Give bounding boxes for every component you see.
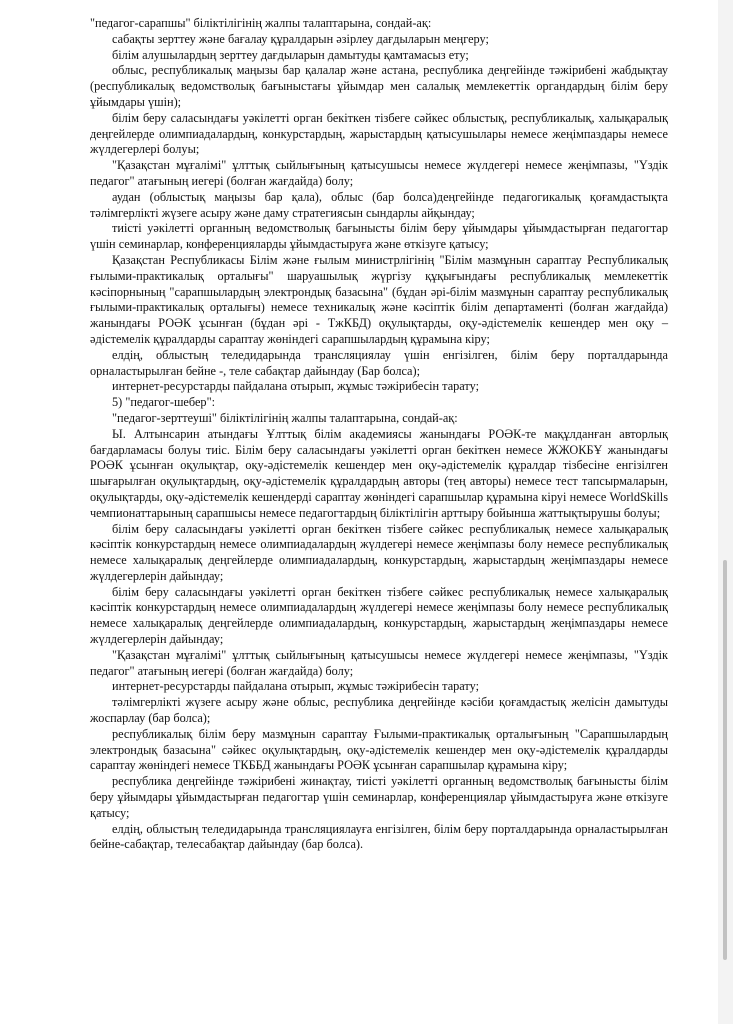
- paragraph: тәлімгерлікті жүзеге асыру және облыс, республика деңгейінде кәсіби қоғамдастық желісін дамытуды жоспарлау (бар болса);: [90, 695, 668, 726]
- paragraph: елдің, облыстың теледидарында трансляциялауға енгізілген, білім беру порталдарында орналастырылған бейне-сабақтар, телесабақтар дайындау (бар болса).: [90, 821, 668, 852]
- paragraph: "педагог-сарапшы" біліктілігінің жалпы талаптарына, сондай-ақ:: [90, 16, 432, 30]
- vertical-scrollbar[interactable]: [718, 0, 733, 1024]
- paragraph: "Қазақстан мұғалімі" ұлттық сыйлығының қатысушысы немесе жүлдегері немесе жеңімпазы, "Үздік педагог" атағының иегері (болған жағдайда) болу;: [90, 647, 668, 678]
- paragraph: білім беру саласындағы уәкілетті орган бекіткен тізбеге сәйкес республикалық немесе халықаралық кәсіптік конкурстардың немесе олимпиадалардың жүлдегері немесе жеңімпазы болу немесе республикалық немесе халықаралық деңгейлерде олимпиадалардың, конкурстардың, жарыстардың жеңімпаздары немесе жүлдегерлерін дайындау;: [90, 521, 668, 583]
- paragraph: "педагог-зерттеуші" біліктілігінің жалпы талаптарына, сондай-ақ:: [112, 410, 458, 425]
- paragraph: 5) "педагог-шебер":: [112, 395, 216, 410]
- paragraph: Қазақстан Республикасы Білім және ғылым министрлігінің "Білім мазмұнын сараптау Республикалық ғылыми-практикалық орталығы" шаруашылық жүргізу құқығындағы республикалық мемлекеттік кәсіпорнының "сарапшылардың электрондық базасына" (бұдан әрі-білім мазмұнын сараптау республикалық ғылыми-практикалық орталығы) немесе техникалық және кәсіптік білім департаменті (болған жағдайда) жанындағы РОӘК ұсынған (бұдан әрі - ТжКБД) оқулықтарды, оқу-әдістемелік кешендер мен оқу – әдістемелік құралдарды сараптау жөніндегі сарапшылардың құрамына кіру;: [90, 252, 668, 346]
- paragraph: "Қазақстан мұғалімі" ұлттық сыйлығының қатысушысы немесе жүлдегері немесе жеңімпазы, "Үздік педагог" атағының иегері (болған жағдайда) болу;: [90, 158, 668, 188]
- scrollbar-thumb[interactable]: [723, 560, 727, 960]
- paragraph: білім беру саласындағы уәкілетті орган бекіткен тізбеге сәйкес облыстық, республикалық, халықаралық деңгейлерде олимпиадалардың, конкурстардың, жарыстардың қатысушылары немесе жеңімпаздары немесе жүлдегерлері болуы;: [90, 110, 668, 157]
- paragraph: республикалық білім беру мазмұнын сараптау Ғылыми-практикалық орталығының "Сарапшылардың электрондық базасына" сәйкес оқулықтардың, оқу-әдістемелік кешендер мен оқу-әдістемелік құралдарды сараптау жөніндегі немесе ТКББД жанындағы РОӘК ұсынған сарапшылар құрамына кіру;: [90, 726, 668, 773]
- paragraph: білім беру саласындағы уәкілетті орган бекіткен тізбеге сәйкес республикалық немесе халықаралық кәсіптік конкурстардың немесе олимпиадалардың жүлдегері немесе жеңімпазы болу немесе республикалық немесе халықаралық деңгейлерде олимпиадалардың, конкурстардың, жарыстардың жеңімпаздары немесе жүлдегерлерін дайындау;: [90, 584, 668, 647]
- paragraph: республика деңгейінде тәжірибені жинақтау, тиісті уәкілетті органның ведомстволық бағынысты білім беру ұйымдары ұйымдастырған педагогтар үшін семинарлар, конференциялар ұйымдастыруға және өткізуге қатысу;: [90, 774, 668, 820]
- document-text: [90, 16, 668, 853]
- paragraph: білім алушылардың зерттеу дағдыларын дамытуды қамтамасыз ету;: [112, 47, 469, 62]
- paragraph: интернет-ресурстарды пайдалана отырып, жұмыс тәжірибесін тарату;: [112, 679, 480, 694]
- paragraph: облыс, республикалық маңызы бар қалалар және астана, республика деңгейінде тәжірибені жабдықтау (республикалық ведомстволық бағыныстағы ұйымдар мен салалық мемлекеттік органдардың білім беру ұйымдары үшін);: [90, 63, 668, 109]
- paragraph: сабақты зерттеу және бағалау құралдарын әзірлеу дағдыларын меңгеру;: [112, 31, 489, 46]
- paragraph: аудан (облыстық маңызы бар қала), облыс (бар болса)деңгейінде педагогикалық қоғамдастықта тәлімгерлікті жүзеге асыру және даму стратегиясын сындарлы айқындау;: [90, 189, 668, 220]
- paragraph: тиісті уәкілетті органның ведомстволық бағынысты білім беру ұйымдары ұйымдастырған педагогтар үшін семинарлар, конференцияларды ұйымдастыруға және өткізуге қатысу;: [90, 221, 668, 252]
- paragraph: интернет-ресурстарды пайдалана отырып, жұмыс тәжірибесін тарату;: [112, 379, 480, 394]
- paragraph: Ы. Алтынсарин атындағы Ұлттық білім академиясы жанындағы РОӘК-те мақұлданған авторлық бағдарламасы болуы тиіс. Білім беру саласындағы уәкілетті орган бекіткен немесе ЖЖОКБҰ жанындағы РОӘК ұсынған оқулықтар, оқу-әдістемелік кешендер мен оқу-әдістемелік құралдар тізбесіне енгізілген шығарылған оқулықтардың, оқу-әдістемелік құралдардың авторы (тең авторы) немесе тест тапсырмаларын, оқулықтарды, оқу-әдістемелік кешендерді сараптау жөніндегі сарапшылар құрамына кіруі немесе WorldSkills чемпионаттарының сарапшысы немесе педагогтардың біліктілігін арттыру бойынша жаттықтырушы болуы;: [90, 426, 668, 520]
- paragraph: елдің, облыстың теледидарында трансляциялау үшін енгізілген, білім беру порталдарында орналастырылған бейне -, теле сабақтар дайындау (Бар болса);: [90, 347, 668, 378]
